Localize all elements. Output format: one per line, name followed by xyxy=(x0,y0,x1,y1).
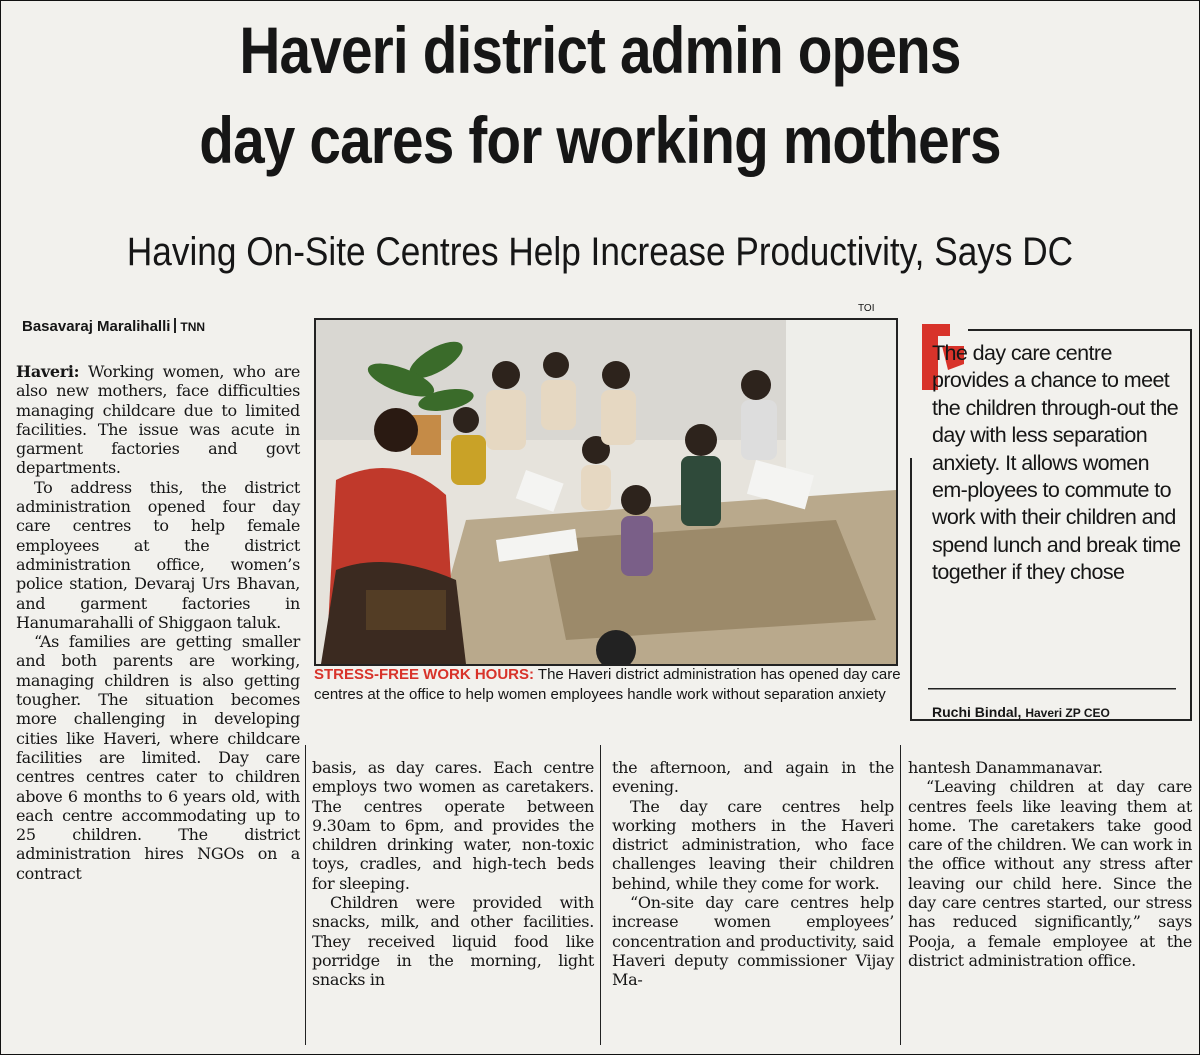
article-paragraph: To address this, the district administration opened four day care centres to help female employees at the district administration office, women’s police station, Devaraj Urs Bhavan, and garment factories in Hanumarahalli of Shiggaon taluk. xyxy=(16,477,300,632)
article-paragraph: “As families are getting smaller and both parents are working, managing children is also getting tougher. The situation becomes more challenging in developing cities like Haveri, where childcare facilities are limited. Day care centres centres cater to children above 6 months to 6 years old, with each centre accommodating up to 25 children. The district administration hires NGOs on a contract xyxy=(16,632,300,883)
article-paragraph: Children were provided with snacks, milk, and other facilities. They received liquid food like porridge in the morning, light snacks in xyxy=(312,893,594,990)
article-column-2 xyxy=(312,758,594,990)
article-column-4 xyxy=(908,758,1192,970)
quote-attribution xyxy=(932,704,1110,720)
article-paragraph: the afternoon, and again in the evening. xyxy=(612,758,894,797)
byline-agency: TNN xyxy=(180,320,206,334)
dateline: Haveri: xyxy=(16,362,80,381)
article-paragraph xyxy=(16,362,300,478)
attribution-rule xyxy=(928,688,1176,690)
pull-quote-text: The day care centre provides a chance to meet the children through-out the day with less separation anxiety. It allows women em-ployees to commute to work with their children and spend lunch and break time together if they chose xyxy=(932,341,1181,585)
quote-speaker: Ruchi Bindal, xyxy=(932,704,1022,720)
quote-speaker-role: Haveri ZP CEO xyxy=(1025,706,1110,720)
column-divider xyxy=(900,745,901,1045)
article-column-1 xyxy=(16,362,300,883)
paragraph-text: Working women, who are also new mothers, face difficulties managing childcare due to limited facilities. The issue was acute in garment factories and govt departments. xyxy=(16,362,300,478)
headline-line-1: Haveri district admin opens xyxy=(239,13,961,87)
caption-text: The Haveri district administration has opened day care centres at the office to help women employees handle work without separation anxiety xyxy=(314,666,901,703)
article-paragraph: “Leaving children at day care centres feels like leaving them at home. The caretakers take good care of the children. We can work in the office without any stress after leaving our child here. Since the day care centres started, our stress has reduced significantly,” says Pooja, a female employee at the district administration office. xyxy=(908,777,1192,970)
article-paragraph: “On-site day care centres help increase women employees’ concentration and productivity, said Haveri deputy commissioner Vijay Ma- xyxy=(612,893,894,990)
article-column-3 xyxy=(612,758,894,990)
caption-lead: STRESS-FREE WORK HOURS: xyxy=(314,666,535,683)
news-photo xyxy=(314,318,898,666)
subheadline: Having On-Site Centres Help Increase Productivity, Says DC xyxy=(126,230,1074,274)
article-paragraph: The day care centres help working mothers in the Haveri district administration, who face challenges leaving their children behind, while they come for work. xyxy=(612,796,894,893)
photo-caption xyxy=(314,665,904,704)
column-divider xyxy=(305,745,306,1045)
column-divider xyxy=(600,745,601,1045)
article-paragraph: hantesh Danammanavar. xyxy=(908,758,1103,777)
photo-credit: TOI xyxy=(858,303,875,314)
byline-author: Basavaraj Maralihalli xyxy=(22,318,171,335)
headline-line-2: day cares for working mothers xyxy=(199,103,1001,177)
byline-separator xyxy=(174,318,176,333)
byline xyxy=(22,318,205,335)
article-paragraph: basis, as day cares. Each centre employs two women as caretakers. The centres operate between 9.30am to 6pm, and provides the children drinking water, non-toxic toys, cradles, and high-tech beds for sleeping. xyxy=(312,758,594,893)
daycare-illustration xyxy=(316,320,896,664)
